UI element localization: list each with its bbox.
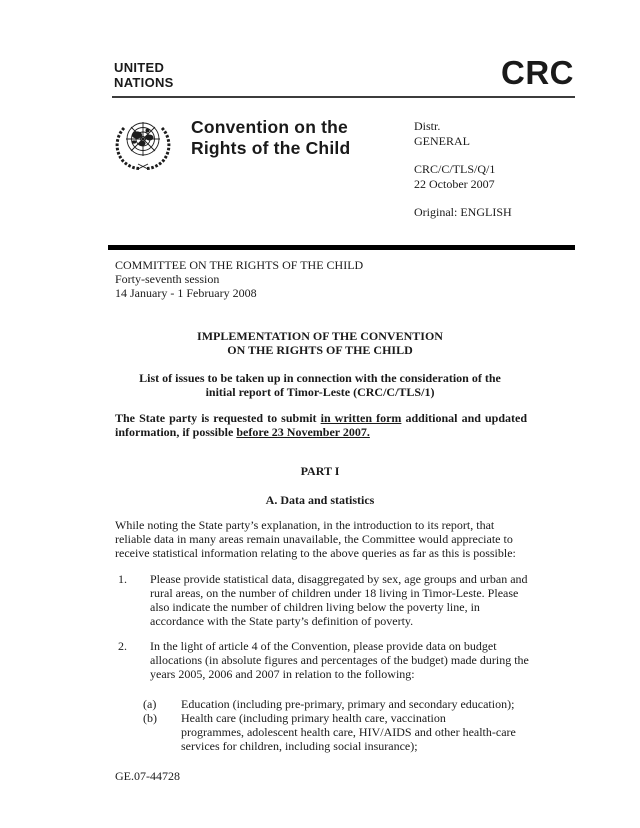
text-line: services for children, including social insurance); [181, 739, 418, 753]
convention-title-line2: Rights of the Child [191, 138, 351, 158]
submission-notice-line2 [115, 425, 527, 439]
text-line: receive statistical information relating to the above queries as far as this is possible: [115, 546, 516, 560]
notice-text: information, if possible [115, 425, 237, 439]
original-language: Original: ENGLISH [414, 205, 512, 219]
list-item-number: 1. [118, 572, 127, 586]
doc-reference: CRC/C/TLS/Q/1 [414, 162, 496, 176]
header-divider [112, 96, 575, 98]
text-line: In the light of article 4 of the Convention, please provide data on budget [150, 639, 497, 653]
text-line: Health care (including primary health care, vaccination [181, 711, 446, 725]
session-dates: 14 January - 1 February 2008 [115, 286, 257, 300]
list-item-number: 2. [118, 639, 127, 653]
list-item-2 [115, 639, 535, 681]
sub-item-label: (a) [143, 697, 157, 711]
document-title-line1: IMPLEMENTATION OF THE CONVENTION [197, 329, 443, 343]
intro-paragraph [115, 518, 516, 560]
document-title-line2: ON THE RIGHTS OF THE CHILD [227, 343, 413, 357]
section-a-heading: A. Data and statistics [265, 493, 375, 507]
ge-document-number: GE.07-44728 [115, 769, 180, 783]
text-line: Education (including pre-primary, primary and secondary education); [181, 697, 515, 711]
text-line: rural areas, on the number of children under 18 living in Timor-Leste. Please [150, 586, 519, 600]
un-org-line2: NATIONS [114, 75, 174, 90]
doc-date: 22 October 2007 [414, 176, 495, 191]
text-line: accordance with the State party’s definition of poverty. [150, 614, 414, 628]
notice-text: additional and updated [401, 411, 527, 425]
distribution-block [414, 119, 512, 220]
committee-name: COMMITTEE ON THE RIGHTS OF THE CHILD [115, 258, 364, 272]
text-line: While noting the State party’s explanation, in the introduction to its report, that [115, 518, 495, 532]
sub-item-a [115, 697, 535, 711]
text-line: reliable data in many areas remain unavailable, the Committee would appreciate to [115, 532, 513, 546]
distr-value: GENERAL [414, 133, 470, 148]
un-org-line1: UNITED [114, 60, 165, 75]
list-item-1 [115, 572, 535, 628]
distr-label: Distr. [414, 119, 441, 133]
united-nations-emblem-icon [111, 115, 175, 173]
document-subtitle-line1: List of issues to be taken up in connection with the consideration of the [139, 371, 501, 385]
document-subtitle-line2: initial report of Timor-Leste (CRC/C/TLS/1) [205, 385, 435, 399]
session-block [115, 258, 363, 300]
notice-underlined-deadline: before 23 November 2007. [236, 425, 370, 439]
convention-title-line1: Convention on the [191, 117, 348, 137]
text-line: Please provide statistical data, disaggregated by sex, age groups and urban and [150, 572, 528, 586]
convention-title [191, 117, 350, 159]
text-line: years 2005, 2006 and 2007 in relation to the following: [150, 667, 415, 681]
notice-text: The State party is requested to submit [115, 411, 321, 425]
document-title [114, 329, 526, 357]
submission-notice-line1 [115, 411, 527, 425]
session-name: Forty-seventh session [115, 272, 220, 286]
submission-notice [115, 411, 527, 439]
section-divider [108, 245, 575, 250]
document-subtitle [114, 371, 526, 399]
part-heading: PART I [300, 464, 340, 478]
sub-item-label: (b) [143, 711, 157, 725]
sub-item-b [115, 711, 535, 753]
text-line: programmes, adolescent health care, HIV/AIDS and other health-care [181, 725, 516, 739]
doc-symbol-big: CRC [501, 54, 574, 91]
notice-underlined-written-form: in written form [320, 411, 402, 425]
text-line: also indicate the number of children living below the poverty line, in [150, 600, 480, 614]
text-line: allocations (in absolute figures and percentages of the budget) made during the [150, 653, 529, 667]
un-org-name [114, 60, 174, 90]
